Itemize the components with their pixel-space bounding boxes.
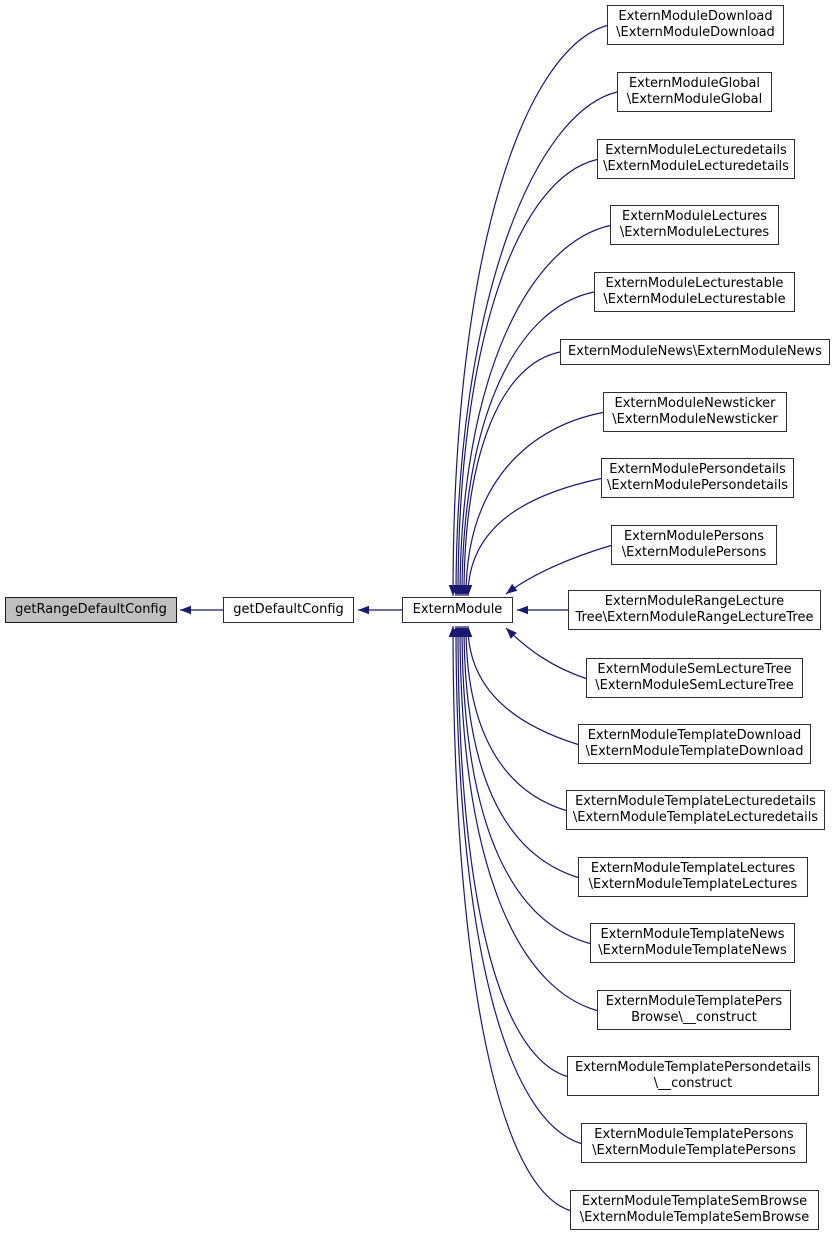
node-getrangedefaultconfig bbox=[5, 597, 177, 623]
node-label: getDefaultConfig bbox=[233, 602, 344, 617]
edge-newsticker bbox=[466, 413, 603, 597]
node-label-line: \__construct bbox=[653, 1076, 733, 1091]
edge-lecturestable bbox=[462, 292, 594, 596]
node-label-line: \ExternModuleLecturedetails bbox=[603, 159, 789, 174]
edge-templatepersondetails bbox=[458, 626, 567, 1077]
node-label-line: ExternModulePersondetails bbox=[609, 462, 786, 477]
node-externmodulenews[interactable] bbox=[560, 339, 830, 365]
node-externmodulelecturestable[interactable] bbox=[594, 272, 795, 312]
node-externmodule[interactable] bbox=[402, 597, 513, 623]
node-label-line: \ExternModuleNewsticker bbox=[612, 412, 778, 427]
node-label-line: \ExternModulePersondetails bbox=[606, 478, 788, 493]
node-externmoduletemplatelecturedetails[interactable] bbox=[566, 790, 825, 830]
node-label-line: ExternModuleNews\ExternModuleNews bbox=[568, 344, 822, 359]
node-externmoduletemplatepersondetails[interactable] bbox=[567, 1056, 819, 1096]
edge-persons bbox=[506, 546, 611, 595]
node-label-line: Tree\ExternModuleRangeLectureTree bbox=[575, 610, 814, 625]
node-label-line: ExternModuleTemplatePersondetails bbox=[575, 1060, 811, 1075]
edge-semlecturetree bbox=[506, 628, 586, 679]
node-externmoduletemplatesembrowse[interactable] bbox=[570, 1190, 819, 1230]
node-label-line: ExternModuleTemplateLecturedetails bbox=[575, 794, 816, 809]
node-label-line: \ExternModuleTemplateLecturedetails bbox=[572, 810, 819, 825]
node-label: getRangeDefaultConfig bbox=[15, 602, 167, 617]
node-label-line: \ExternModuleDownload bbox=[616, 25, 775, 40]
node-externmodulerangelecturetree[interactable] bbox=[568, 590, 821, 630]
node-externmoduletemplatelectures[interactable] bbox=[578, 857, 808, 897]
node-label-line: \ExternModuleLectures bbox=[619, 225, 770, 240]
node-label-line: ExternModuleLecturedetails bbox=[605, 143, 787, 158]
node-label-line: ExternModulePersons bbox=[623, 529, 765, 544]
node-label-line: \ExternModuleSemLectureTree bbox=[595, 678, 794, 693]
node-label-line: \ExternModuleLecturestable bbox=[603, 292, 786, 307]
node-getdefaultconfig[interactable] bbox=[223, 597, 354, 623]
node-label-line: ExternModuleSemLectureTree bbox=[597, 662, 792, 677]
node-label-line: \ExternModuleTemplateLectures bbox=[588, 877, 798, 892]
node-externmodulenewsticker[interactable] bbox=[603, 392, 787, 432]
node-label-line: ExternModuleTemplateLectures bbox=[590, 861, 796, 876]
node-label-line: ExternModuleDownload bbox=[618, 9, 773, 24]
node-label-line: \ExternModuleTemplatePersons bbox=[592, 1143, 796, 1158]
node-label-line: Browse\__construct bbox=[631, 1010, 757, 1025]
node-label: ExternModule bbox=[412, 602, 503, 617]
node-externmoduledownload[interactable] bbox=[607, 5, 784, 45]
node-externmodulelecturedetails[interactable] bbox=[597, 139, 795, 179]
node-label-line: \ExternModulePersons bbox=[621, 545, 767, 560]
node-label-line: ExternModuleNewsticker bbox=[614, 396, 776, 411]
node-externmodulesemlecturetree[interactable] bbox=[586, 658, 803, 698]
node-externmoduletemplatepersbrowse[interactable] bbox=[597, 990, 791, 1030]
node-label-line: \ExternModuleTemplateSemBrowse bbox=[579, 1210, 810, 1225]
node-label-line: \ExternModuleTemplateDownload bbox=[585, 744, 804, 759]
node-label-line: ExternModuleTemplatePers bbox=[605, 994, 783, 1009]
edge-lecturedetails bbox=[458, 160, 597, 597]
node-externmodulepersons[interactable] bbox=[611, 525, 777, 565]
node-externmodulepersondetails[interactable] bbox=[601, 458, 794, 498]
node-label-line: ExternModuleTemplateDownload bbox=[587, 728, 802, 743]
edge-templatenews bbox=[462, 626, 590, 944]
node-label-line: ExternModuleTemplateNews bbox=[600, 927, 785, 942]
edge-templatelecturedetails bbox=[466, 626, 566, 811]
edge-templatesembrowse bbox=[453, 626, 570, 1211]
edge-download bbox=[453, 26, 607, 597]
node-externmoduleglobal[interactable] bbox=[617, 72, 772, 112]
node-label-line: \ExternModuleTemplateNews bbox=[598, 943, 787, 958]
node-label-line: ExternModuleTemplatePersons bbox=[594, 1127, 794, 1142]
edge-lectures bbox=[460, 226, 610, 597]
node-label-line: ExternModuleLecturestable bbox=[605, 276, 784, 291]
node-externmoduletemplatedownload[interactable] bbox=[578, 724, 811, 764]
node-label-line: \ExternModuleGlobal bbox=[626, 92, 763, 107]
node-label-line: ExternModuleTemplateSemBrowse bbox=[581, 1194, 808, 1209]
node-label-line: ExternModuleRangeLecture bbox=[604, 594, 785, 609]
node-externmodulelectures[interactable] bbox=[610, 205, 779, 245]
node-externmoduletemplatenews[interactable] bbox=[590, 923, 795, 963]
node-label-line: ExternModuleLectures bbox=[622, 209, 767, 224]
edge-news bbox=[464, 352, 560, 596]
node-label-line: ExternModuleGlobal bbox=[628, 76, 761, 91]
node-externmoduletemplatepersons[interactable] bbox=[581, 1123, 807, 1163]
